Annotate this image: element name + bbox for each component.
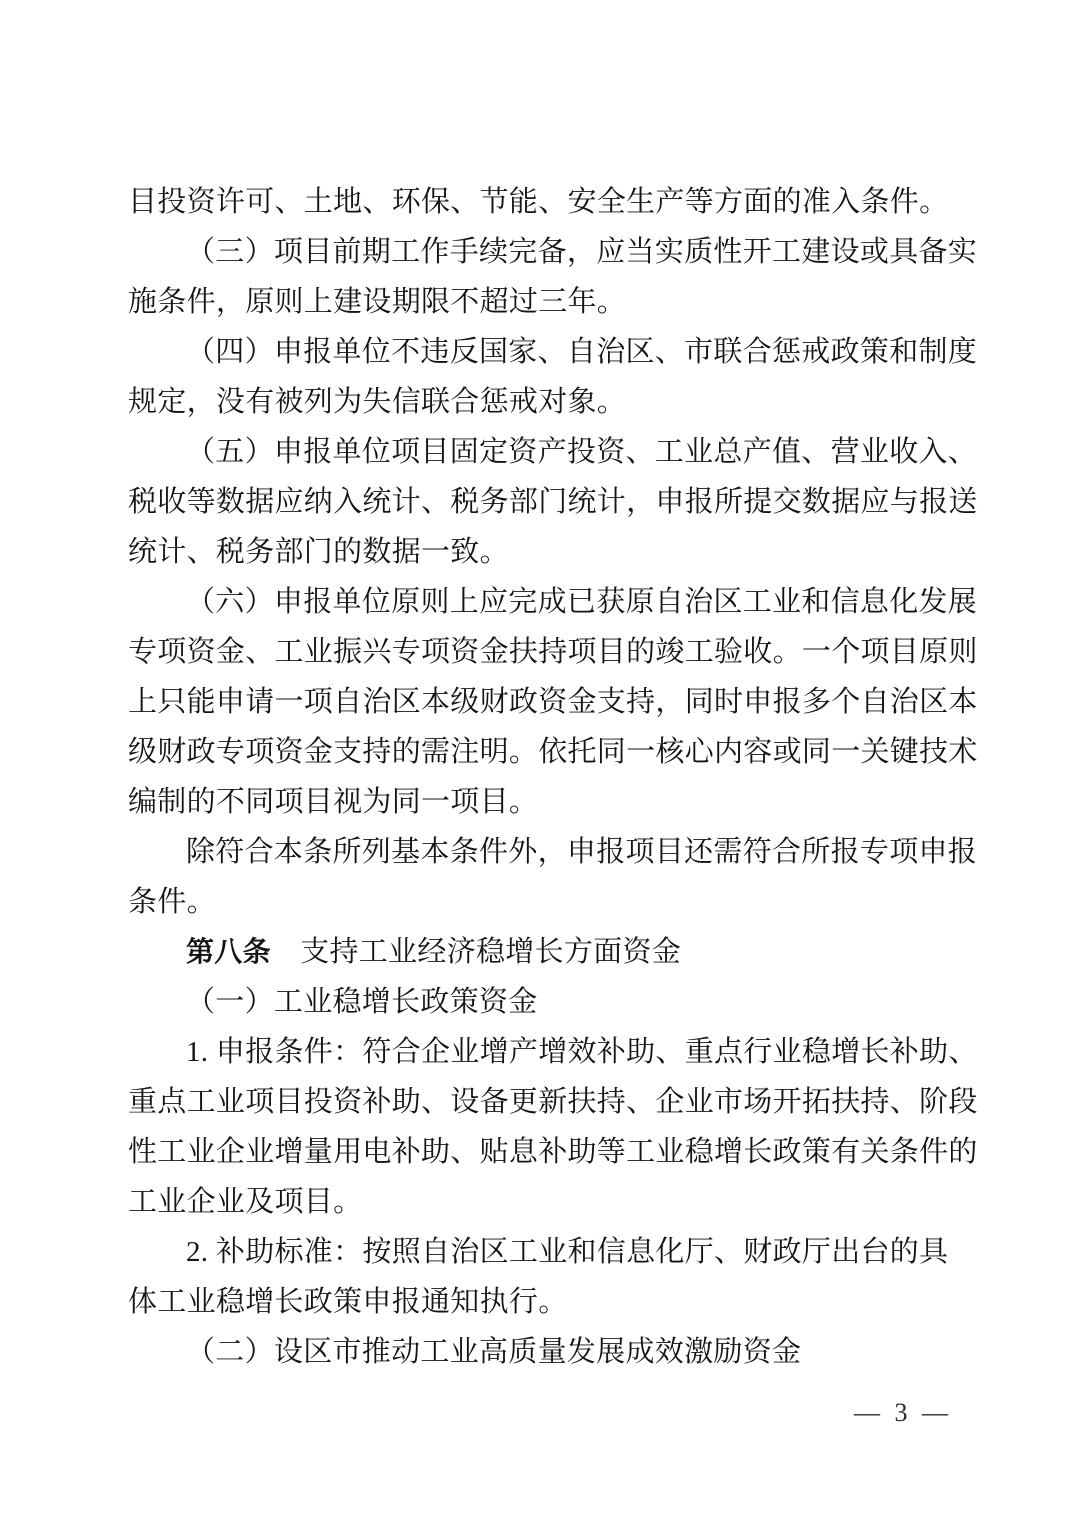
- text-line: [128, 627, 978, 677]
- text-line: [128, 527, 950, 577]
- line-text: （一）工业稳增长政策资金: [186, 986, 538, 1018]
- text-line: [128, 677, 978, 727]
- page-number: — 3 —: [854, 1398, 952, 1427]
- line-text: 级财政专项资金支持的需注明。依托同一核心内容或同一关键技术: [128, 736, 978, 768]
- text-line: [128, 477, 978, 527]
- line-text: 重点工业项目投资补助、设备更新扶持、企业市场开拓扶持、阶段: [128, 1086, 978, 1118]
- document-body: [128, 177, 978, 1377]
- line-text: 规定，没有被列为失信联合惩戒对象。: [128, 386, 627, 418]
- text-line: [128, 827, 978, 877]
- text-line: [128, 727, 978, 777]
- text-line: [128, 1177, 950, 1227]
- text-line: [128, 1127, 978, 1177]
- text-line: [128, 377, 950, 427]
- line-text: 1. 申报条件：符合企业增产增效补助、重点行业稳增长补助、: [186, 1036, 978, 1068]
- line-text: 性工业企业增量用电补助、贴息补助等工业稳增长政策有关条件的: [128, 1136, 978, 1168]
- line-text: 施条件，原则上建设期限不超过三年。: [128, 286, 627, 318]
- text-line: [128, 977, 950, 1027]
- line-text: （三）项目前期工作手续完备，应当实质性开工建设或具备实: [186, 236, 978, 268]
- line-text: 条件。: [128, 886, 216, 918]
- line-text: 专项资金、工业振兴专项资金扶持项目的竣工验收。一个项目原则: [128, 636, 978, 668]
- text-line: [128, 777, 950, 827]
- line-text: 统计、税务部门的数据一致。: [128, 536, 509, 568]
- line-text: （六）申报单位原则上应完成已获原自治区工业和信息化发展: [186, 586, 978, 618]
- line-text: 上只能申请一项自治区本级财政资金支持，同时申报多个自治区本: [128, 686, 978, 718]
- text-line: [128, 1027, 978, 1077]
- text-line: [128, 327, 978, 377]
- text-line: [128, 577, 978, 627]
- text-line: [128, 177, 950, 227]
- text-line: [128, 877, 950, 927]
- text-line: [128, 1277, 950, 1327]
- text-line: [128, 1227, 950, 1277]
- line-text: 工业企业及项目。: [128, 1186, 363, 1218]
- line-text: 目投资许可、土地、环保、节能、安全生产等方面的准入条件。: [128, 186, 949, 218]
- line-text: （二）设区市推动工业高质量发展成效激励资金: [186, 1336, 802, 1368]
- line-text: 税收等数据应纳入统计、税务部门统计，申报所提交数据应与报送: [128, 486, 978, 518]
- line-text: （四）申报单位不违反国家、自治区、市联合惩戒政策和制度: [186, 336, 978, 368]
- line-text: 体工业稳增长政策申报通知执行。: [128, 1286, 568, 1318]
- text-line: [128, 277, 950, 327]
- text-line: [128, 1077, 978, 1127]
- text-line: [128, 1327, 950, 1377]
- article-heading-text: 第八条: [186, 936, 271, 967]
- line-text: 2. 补助标准：按照自治区工业和信息化厅、财政厅出台的具: [186, 1236, 949, 1268]
- line-text: 除符合本条所列基本条件外，申报项目还需符合所报专项申报: [186, 836, 978, 868]
- text-line: [128, 227, 978, 277]
- text-line: [128, 927, 950, 977]
- line-text: 支持工业经济稳增长方面资金: [270, 936, 682, 968]
- line-text: （五）申报单位项目固定资产投资、工业总产值、营业收入、: [186, 436, 978, 468]
- line-text: 编制的不同项目视为同一项目。: [128, 786, 539, 818]
- text-line: [128, 427, 978, 477]
